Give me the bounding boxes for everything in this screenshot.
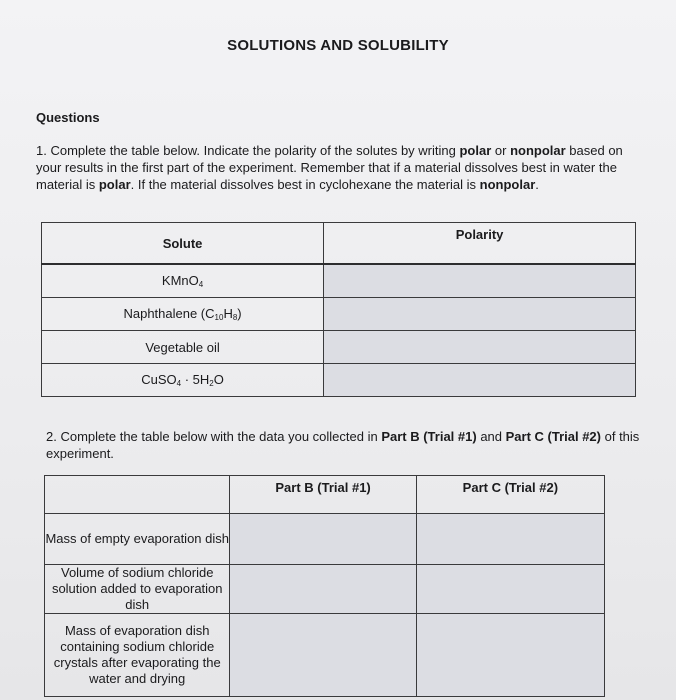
part-c-answer-cell[interactable]	[416, 614, 604, 697]
row-label-mass-dish-crystals: Mass of evaporation dish containing sodium chloride crystals after evaporating the water and drying	[45, 614, 230, 697]
polarity-answer-cell[interactable]	[324, 364, 636, 397]
row-label-mass-empty-dish: Mass of empty evaporation dish	[45, 514, 230, 565]
table-row	[45, 514, 605, 565]
mass-data-table	[44, 475, 605, 697]
table-row	[45, 614, 605, 697]
solute-header: Solute	[42, 223, 324, 265]
part-c-answer-cell[interactable]	[416, 565, 604, 614]
solute-vegetable-oil: Vegetable oil	[42, 331, 324, 364]
part-b-answer-cell[interactable]	[230, 514, 416, 565]
question-2-text: 2. Complete the table below with the data you collected in Part B (Trial #1) and Part C (Trial #2) of this experiment.	[46, 429, 640, 461]
solute-naphthalene: Naphthalene $(C_{10}H_8)$	[42, 298, 324, 331]
polarity-answer-cell[interactable]	[324, 331, 636, 364]
row-label-volume-solution: Volume of sodium chloride solution added to evaporation dish	[45, 565, 230, 614]
questions-heading: Questions	[36, 110, 100, 125]
part-b-answer-cell[interactable]	[230, 614, 416, 697]
polarity-table	[41, 222, 636, 397]
table-row	[42, 364, 636, 397]
table-row	[42, 331, 636, 364]
page-title: SOLUTIONS AND SOLUBILITY	[227, 37, 449, 54]
table-row	[45, 565, 605, 614]
part-c-answer-cell[interactable]	[416, 514, 604, 565]
polarity-header: Polarity	[324, 223, 636, 265]
table-row	[42, 264, 636, 298]
polarity-answer-cell[interactable]	[324, 298, 636, 331]
part-b-header: Part B (Trial #1)	[230, 476, 416, 514]
part-c-header: Part C (Trial #2)	[416, 476, 604, 514]
polarity-answer-cell[interactable]	[324, 264, 636, 298]
table-row	[42, 298, 636, 331]
solute-kmno4: KMnO$_4$	[42, 264, 324, 298]
table-header-row	[42, 223, 636, 265]
part-b-answer-cell[interactable]	[230, 565, 416, 614]
blank-header	[45, 476, 230, 514]
solute-cuso4: CuSO$_4$ · $5H_2O$	[42, 364, 324, 397]
table-header-row	[45, 476, 605, 514]
question-1-text: 1. Complete the table below. Indicate the polarity of the solutes by writing polar or nonpolar based on your results in the first part of the experiment. Remember that if a material dissolves best in water the material is polar. If the material dissolves best in cyclohexane the material is nonpolar.	[36, 143, 623, 192]
